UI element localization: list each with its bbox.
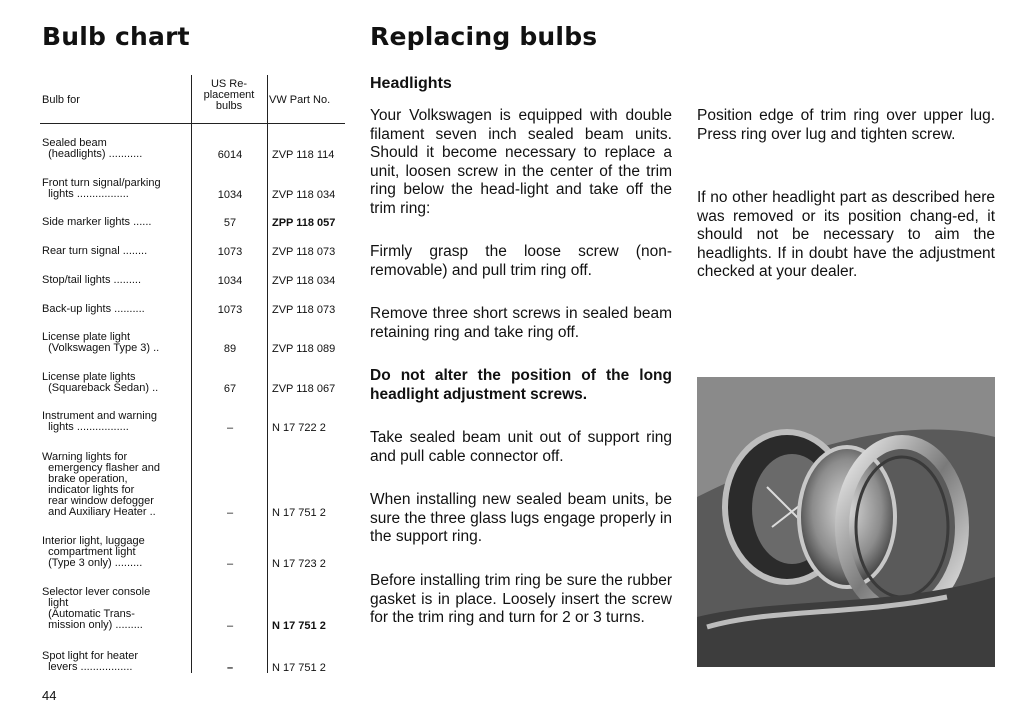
bulb-chart-title: Bulb chart	[42, 22, 190, 51]
header-vw-part: VW Part No.	[269, 94, 331, 106]
paragraph: Before installing trim ring be sure the rubber gasket is in place. Loosely insert the screw for the trim ring and turn for 2 or 3 turns.	[370, 572, 672, 626]
paragraph: Your Volkswagen is equipped with double filament seven inch sealed beam units. Should it become necessary to replace a unit, loosen screw in the center of the trim ring below the head-light and take off the trim ring:	[370, 107, 672, 217]
bulb-table: Bulb for US Re- placement bulbs VW Part No. Sealed beam (headlights) ........... 6014 ZVP 118 114 Front turn signal/parking lights ................. 1034 ZVP 118 034 Side marker lights ...... 57 ZPP 118 057 Rear turn signal ........ 1073 ZVP 118 073 Stop/tail lights ......... 1034 ZVP 118 034 Back-up lights .......... 1073 ZVP 118 073 License plate light (Volkswagen Type 3) .. 89 ZVP 118 089 License plate lights (Squareback Sedan) .. 67 ZVP 118 067 Instrument and warning lights ................. – N 17 722 2 Warning lights for emergency flasher and brake operation, indicator lights for rear window defogger and Auxiliary Heater .. – N 17 751 2 Interior light, luggage compartment light (Type 3 only) ......... – N 17 723 2 Selector lever console light (Automatic Trans- mission only) ......... – N 17 751 2 Spot light for heater levers ................. – N 17 751 2	[40, 75, 345, 675]
table-header	[40, 75, 345, 123]
header-rule	[40, 123, 345, 124]
paragraph: If no other headlight part as described here was removed or its position chang-ed, it should not be necessary to aim the headlights. If in doubt have the adjustment checked at your dealer.	[697, 189, 995, 280]
paragraph: Take sealed beam unit out of support ring and pull cable connector off.	[370, 429, 672, 465]
headlight-photo	[697, 377, 995, 667]
paragraph: When installing new sealed beam units, be sure the three glass lugs engage properly in the support ring.	[370, 491, 672, 545]
section-heading: Headlights	[370, 75, 452, 92]
column-divider	[267, 75, 268, 673]
paragraph: Remove three short screws in sealed beam retaining ring and take ring off.	[370, 305, 672, 341]
header-bulb-for: Bulb for	[42, 94, 80, 106]
warning-paragraph: Do not alter the position of the long headlight adjustment screws.	[370, 367, 672, 403]
headlight-illustration	[697, 377, 995, 667]
paragraph: Firmly grasp the loose screw (non-removable) and pull trim ring off.	[370, 243, 672, 279]
header-us-replacement: US Re- placement bulbs	[203, 78, 255, 112]
replacing-bulbs-title: Replacing bulbs	[370, 22, 598, 51]
page-number: 44	[42, 688, 57, 703]
paragraph: Position edge of trim ring over upper lug. Press ring over lug and tighten screw.	[697, 107, 995, 143]
